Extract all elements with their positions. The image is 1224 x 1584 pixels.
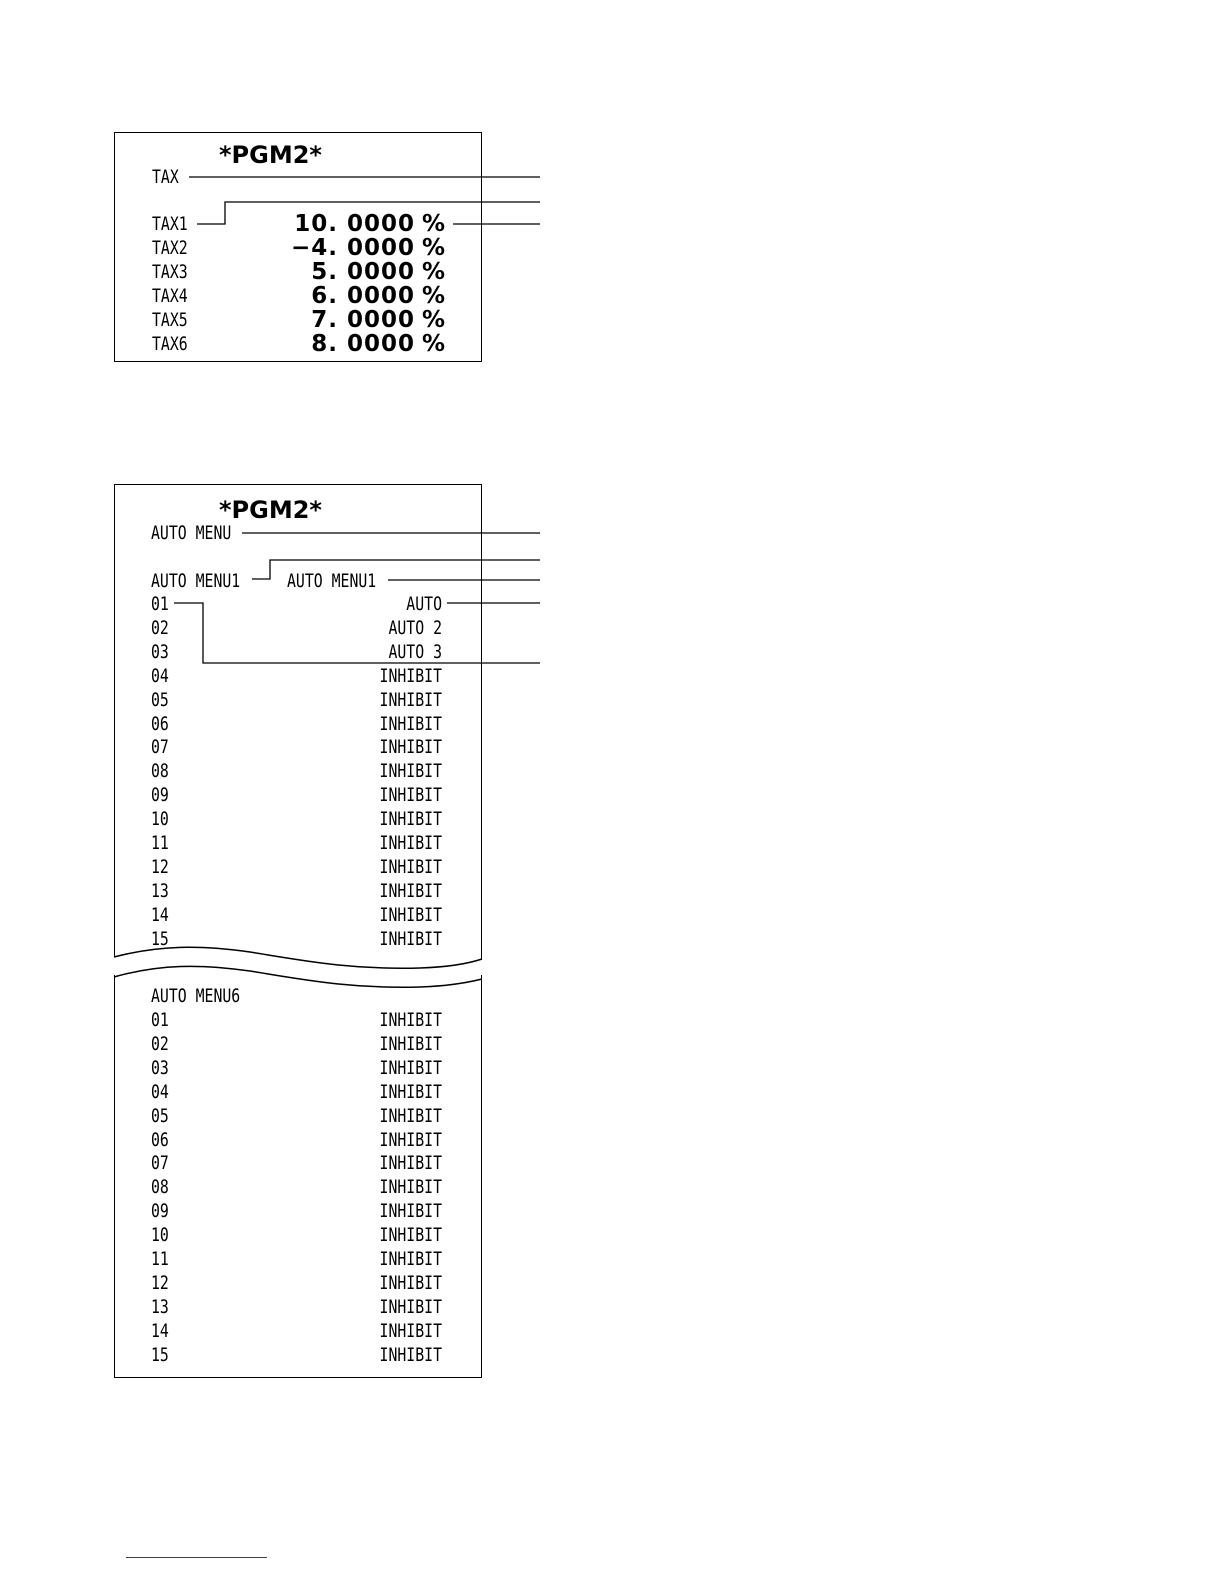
tax-row-label: TAX1 xyxy=(152,213,188,235)
auto-menu1-row-number: 07 xyxy=(151,736,169,759)
auto-menu6-row-number: 02 xyxy=(151,1032,169,1055)
auto-menu6-row-number: 05 xyxy=(151,1104,169,1127)
tax-row-percent: % xyxy=(421,331,446,357)
auto-menu1-row-setting: INHIBIT xyxy=(379,760,442,783)
auto-menu1-row-number: 10 xyxy=(151,808,169,831)
auto-menu6-row-number: 07 xyxy=(151,1152,169,1175)
auto-menu6-row-number: 15 xyxy=(151,1343,169,1366)
auto-menu6-row-setting: INHIBIT xyxy=(379,1271,442,1294)
tax-row-rate: 5. 0000 xyxy=(311,259,415,285)
auto-menu1-row-setting: INHIBIT xyxy=(379,855,442,878)
auto-menu6-row-setting: INHIBIT xyxy=(379,1032,442,1055)
auto-menu6-row-setting: INHIBIT xyxy=(379,1128,442,1151)
auto-menu1-name: AUTO MENU1 xyxy=(287,570,377,592)
auto-menu6-row-setting: INHIBIT xyxy=(379,1056,442,1079)
tax-row-label: TAX4 xyxy=(152,285,188,307)
auto-menu1-row-setting: AUTO 2 xyxy=(388,616,442,639)
tax-row-label: TAX5 xyxy=(152,309,188,331)
auto-menu1-label: AUTO MENU1 xyxy=(151,570,241,592)
auto-menu1-row-number: 02 xyxy=(151,616,169,639)
tax-row-rate: 7. 0000 xyxy=(311,307,415,333)
auto-menu6-label: AUTO MENU6 xyxy=(151,985,241,1007)
auto-menu6-row-number: 11 xyxy=(151,1248,169,1270)
auto-menu1-row-number: 15 xyxy=(151,927,169,950)
auto-menu6-row-setting: INHIBIT xyxy=(379,1176,442,1199)
auto-menu6-row-number: 14 xyxy=(151,1319,169,1342)
auto-menu6-row-setting: INHIBIT xyxy=(379,1248,442,1270)
auto-menu-receipt-title: *PGM2* xyxy=(219,496,322,524)
tax-row-percent: % xyxy=(421,283,446,309)
auto-menu6-row-setting: INHIBIT xyxy=(379,1295,442,1318)
auto-menu6-row-setting: INHIBIT xyxy=(379,1009,442,1031)
tax-row-rate: 6. 0000 xyxy=(311,283,415,309)
auto-menu1-row-setting: INHIBIT xyxy=(379,688,442,711)
auto-menu6-row-number: 03 xyxy=(151,1056,169,1079)
tax-row-label: TAX6 xyxy=(152,333,188,355)
auto-menu6-row-number: 09 xyxy=(151,1200,169,1223)
auto-menu1-row-number: 14 xyxy=(151,903,169,926)
auto-menu6-row-number: 04 xyxy=(151,1080,169,1103)
auto-menu1-row-setting: INHIBIT xyxy=(379,927,442,950)
tax-row-label: TAX2 xyxy=(152,237,188,259)
tax-row-rate: 8. 0000 xyxy=(311,331,415,357)
tax-row-rate: 10. 0000 xyxy=(294,211,415,237)
auto-menu1-row-number: 01 xyxy=(151,593,169,615)
auto-menu6-row-number: 01 xyxy=(151,1009,169,1031)
auto-menu1-row-number: 03 xyxy=(151,640,169,663)
auto-menu6-row-setting: INHIBIT xyxy=(379,1080,442,1103)
auto-menu1-row-setting: AUTO xyxy=(406,593,442,615)
auto-menu-heading: AUTO MENU xyxy=(151,522,232,544)
tax-row-rate: −4. 0000 xyxy=(290,235,415,261)
auto-menu6-row-number: 10 xyxy=(151,1224,169,1247)
auto-menu6-row-setting: INHIBIT xyxy=(379,1319,442,1342)
auto-menu1-row-setting: INHIBIT xyxy=(379,903,442,926)
footer-rule xyxy=(126,1557,267,1558)
tax-row-percent: % xyxy=(421,259,446,285)
auto-menu1-row-setting: AUTO 3 xyxy=(388,640,442,663)
auto-menu1-row-setting: INHIBIT xyxy=(379,712,442,735)
auto-menu6-row-setting: INHIBIT xyxy=(379,1224,442,1247)
auto-menu1-row-number: 11 xyxy=(151,832,169,854)
auto-menu1-row-number: 08 xyxy=(151,760,169,783)
auto-menu6-row-setting: INHIBIT xyxy=(379,1152,442,1175)
auto-menu6-row-number: 08 xyxy=(151,1176,169,1199)
tax-row-percent: % xyxy=(421,211,446,237)
auto-menu1-row-setting: INHIBIT xyxy=(379,832,442,854)
auto-menu1-row-setting: INHIBIT xyxy=(379,784,442,807)
auto-menu1-row-number: 12 xyxy=(151,855,169,878)
auto-menu6-row-number: 13 xyxy=(151,1295,169,1318)
auto-menu6-row-setting: INHIBIT xyxy=(379,1343,442,1366)
auto-menu1-row-number: 09 xyxy=(151,784,169,807)
tax-row-label: TAX3 xyxy=(152,261,188,283)
tax-heading: TAX xyxy=(152,166,179,188)
auto-menu1-row-number: 05 xyxy=(151,688,169,711)
auto-menu1-row-setting: INHIBIT xyxy=(379,808,442,831)
auto-menu6-row-number: 06 xyxy=(151,1128,169,1151)
auto-menu6-row-setting: INHIBIT xyxy=(379,1200,442,1223)
auto-menu1-row-setting: INHIBIT xyxy=(379,879,442,902)
auto-menu1-row-number: 06 xyxy=(151,712,169,735)
auto-menu1-row-number: 13 xyxy=(151,879,169,902)
auto-menu1-row-number: 04 xyxy=(151,664,169,687)
tax-row-percent: % xyxy=(421,235,446,261)
auto-menu1-row-setting: INHIBIT xyxy=(379,736,442,759)
auto-menu1-row-setting: INHIBIT xyxy=(379,664,442,687)
auto-menu6-row-setting: INHIBIT xyxy=(379,1104,442,1127)
tax-row-percent: % xyxy=(421,307,446,333)
auto-menu6-row-number: 12 xyxy=(151,1271,169,1294)
tax-receipt-title: *PGM2* xyxy=(219,141,322,169)
